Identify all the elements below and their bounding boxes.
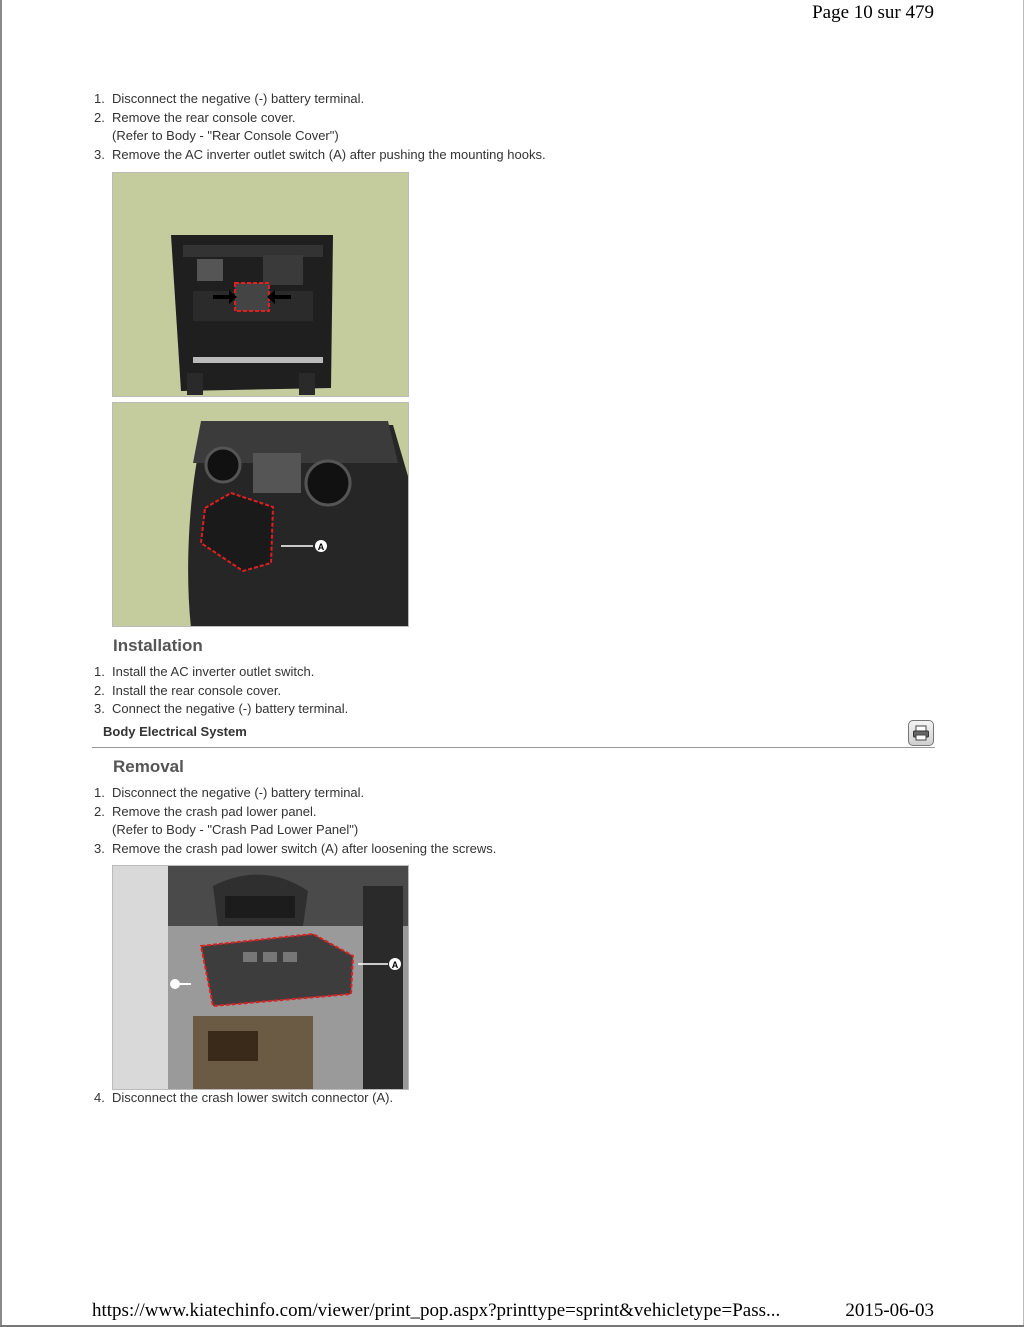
page-border-left [0, 0, 2, 1327]
list-item: 4. Disconnect the crash lower switch connector (A). [94, 1090, 394, 1105]
crash-pad-switch-photo [112, 865, 409, 1090]
list-item: 1. Install the AC inverter outlet switch. [94, 664, 315, 679]
list-item: 3. Remove the crash pad lower switch (A) after loosening the screws. [94, 840, 497, 856]
installation-steps [94, 663, 348, 719]
footer-date: 2015-06-03 [845, 1300, 934, 1321]
print-button[interactable] [908, 720, 934, 746]
section-divider [92, 747, 935, 748]
list-item: 1. Disconnect the negative (-) battery terminal. [94, 785, 365, 800]
list-item-reference: (Refer to Body - "Crash Pad Lower Panel") [112, 822, 359, 837]
footer-url: https://www.kiatechinfo.com/viewer/print_pop.aspx?printtype=sprint&vehicletype=Pass... [92, 1300, 781, 1321]
removal-heading: Removal [113, 757, 184, 776]
page-number: Page 10 sur 479 [812, 2, 934, 23]
inverter-switch-photo [112, 402, 409, 627]
list-item: 3. Connect the negative (-) battery terminal. [94, 701, 349, 716]
list-item-reference: (Refer to Body - "Rear Console Cover") [112, 128, 339, 143]
callout-label: A [317, 542, 325, 552]
callout-label: A [391, 960, 399, 970]
removal-crash-pad-steps [94, 784, 496, 858]
section-title: Body Electrical System [103, 724, 247, 739]
console-underside-photo [112, 172, 409, 397]
list-item: 1. Disconnect the negative (-) battery terminal. [94, 91, 365, 106]
removal-inverter-steps [94, 90, 546, 164]
list-item: 2. Remove the crash pad lower panel. [94, 803, 317, 819]
installation-heading: Installation [113, 636, 203, 655]
printer-icon [912, 724, 930, 742]
list-item: 2. Install the rear console cover. [94, 682, 282, 698]
list-item: 3. Remove the AC inverter outlet switch (A) after pushing the mounting hooks. [94, 146, 546, 162]
removal-crash-pad-step4 [94, 1089, 393, 1108]
list-item: 2. Remove the rear console cover. [94, 109, 296, 125]
